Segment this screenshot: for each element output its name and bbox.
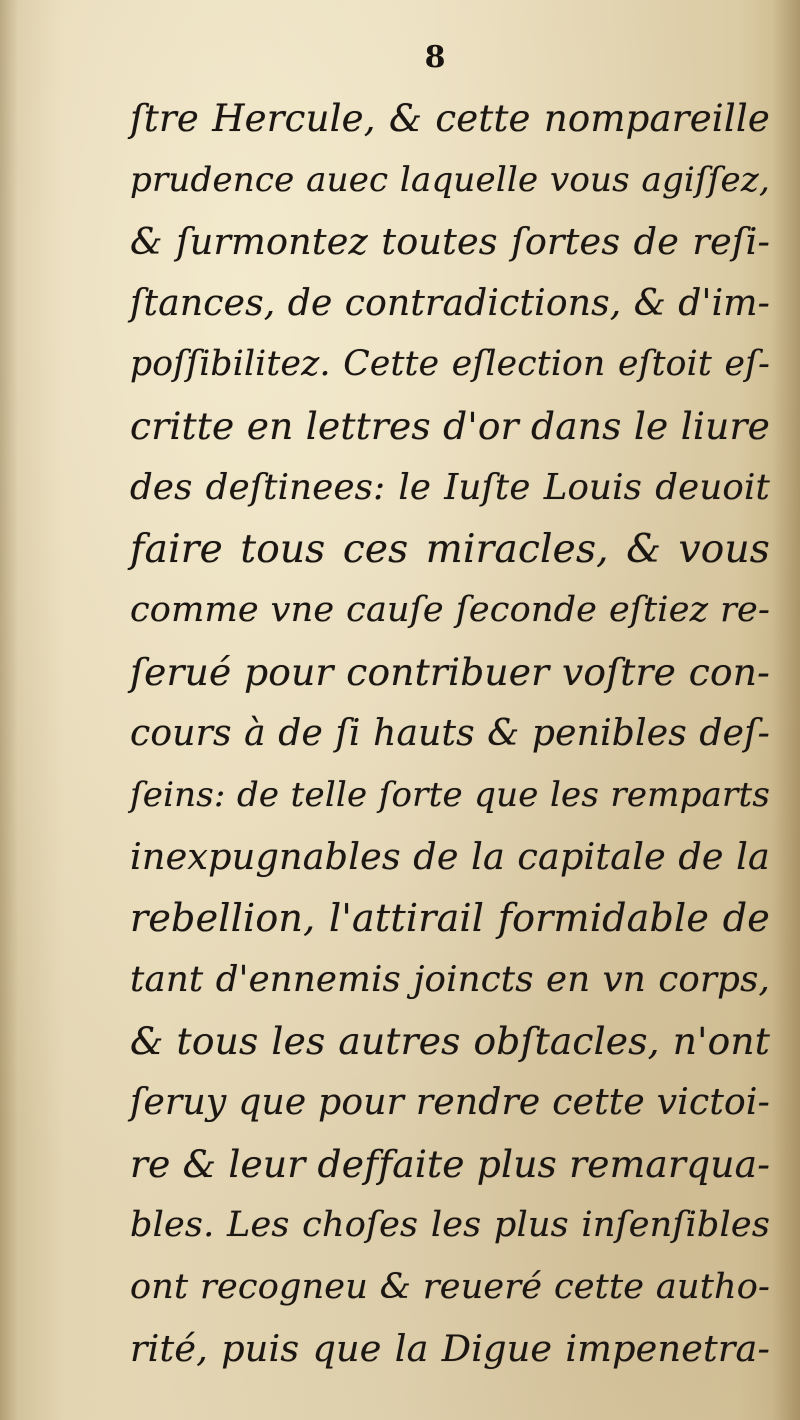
text-line: ſerué pour contribuer voſtre con- — [130, 649, 770, 694]
text-line: tant d'ennemis joincts en vn corps, — [130, 959, 770, 1000]
text-line: poſſibilitez. Cette eſlection eſtoit eſ- — [130, 344, 770, 384]
text-line: rebellion, l'attirail formidable de — [130, 895, 770, 940]
text-line: ſeruy que pour rendre cette victoi- — [130, 1082, 770, 1123]
text-line: ſtances, de contradictions, & d'im- — [130, 282, 770, 324]
text-line: des deſtinees: le Iuſte Louis deuoit — [130, 467, 770, 508]
page-edge-shadow-left — [0, 0, 18, 1420]
text-line: ont recogneu & reueré cette autho- — [130, 1266, 770, 1307]
text-line: bles. Les choſes les plus inſenſibles — [130, 1205, 770, 1245]
page-edge-shadow-right — [772, 0, 800, 1420]
text-line: ſtre Hercule, & cette nompareille — [130, 97, 770, 140]
text-line: inexpugnables de la capitale de la — [130, 835, 770, 878]
page-number: 8 — [424, 40, 446, 75]
text-line: re & leur deffaite plus remarqua- — [130, 1141, 771, 1186]
text-line: comme vne cauſe ſeconde eſtiez re- — [130, 590, 770, 630]
text-line: & ſurmontez toutes ſortes de reſi- — [130, 220, 770, 263]
text-line: rité, puis que la Digue impenetra- — [130, 1327, 770, 1370]
text-line: prudence auec laquelle vous agiſſez, — [130, 159, 770, 200]
text-line: ſeins: de telle ſorte que les remparts — [130, 774, 770, 815]
text-line: & tous les autres obſtacles, n'ont — [130, 1018, 770, 1063]
body-text — [130, 88, 770, 1380]
text-line: faire tous ces miracles, & vous — [130, 526, 770, 572]
text-line: critte en lettres d'or dans le liure — [130, 403, 770, 448]
text-line: cours à de ſi hauts & penibles deſ- — [130, 713, 770, 754]
